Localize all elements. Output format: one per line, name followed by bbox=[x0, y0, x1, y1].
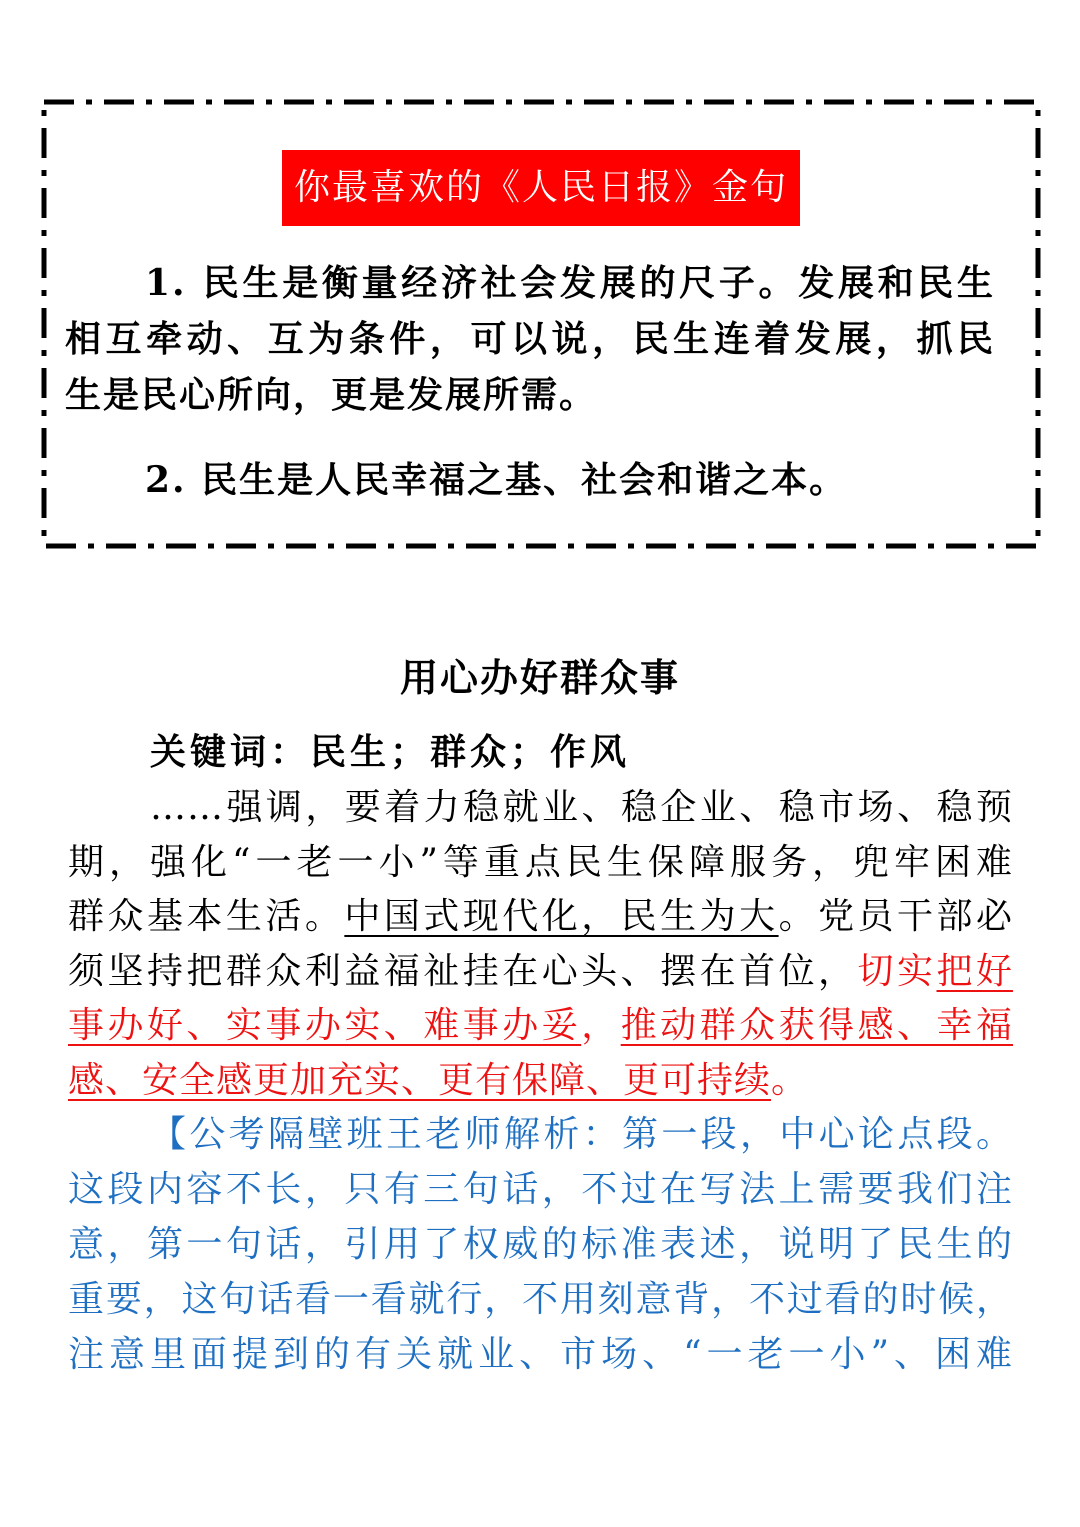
article-title: 用心办好群众事 bbox=[399, 655, 680, 700]
analysis-line: 这段内容不长，只有三句话，不过在写法上需要我们注 bbox=[68, 1169, 1013, 1210]
body-line bbox=[68, 890, 1013, 945]
analysis-line: 【公考隔壁班王老师解析：第一段，中心论点段。 bbox=[150, 1114, 1013, 1155]
quote-1-line: 相互牵动、互为条件，可以说，民生连着发展，抓民 bbox=[65, 318, 995, 360]
highlight-red-underlined: 推动群众获得感、幸福 bbox=[620, 1005, 1013, 1046]
body-line bbox=[68, 1054, 1013, 1109]
article-keywords: 关键词：民生；群众；作风 bbox=[150, 731, 631, 773]
highlight-red-underlined: 把好 bbox=[936, 950, 1013, 992]
analysis-line: 重要，这句话看一看就行，不用刻意背，不过看的时候， bbox=[68, 1279, 1013, 1320]
body-text-run: ……强调，要着力稳就业、稳企业、稳市场、稳预 bbox=[150, 787, 1013, 828]
highlight-red-underlined: 感、安全感更加充实、更有保障、更可持续 bbox=[68, 1059, 772, 1101]
analysis-line: 注意里面提到的有关就业、市场、“一老一小”、困难 bbox=[68, 1334, 1013, 1375]
quote-1-line: 1. 民生是衡量经济社会发展的尺子。发展和民生 bbox=[145, 262, 995, 304]
body-text-run: 须坚持把群众利益福祉挂在心头、摆在首位， bbox=[68, 950, 858, 992]
quote-1 bbox=[65, 255, 995, 423]
underlined-phrase: 中国式现代化，民生为大 bbox=[344, 896, 779, 937]
body-text-run: 。党员干部必 bbox=[778, 896, 1013, 937]
body-line bbox=[68, 945, 1013, 1000]
article-body bbox=[68, 781, 1013, 1108]
body-text-run: 群众基本生活。 bbox=[68, 896, 345, 937]
highlight-red-underlined: 事办好、实事办实、难事办妥 bbox=[68, 1005, 582, 1046]
body-line bbox=[68, 781, 1013, 836]
highlight-red-text: ， bbox=[581, 1005, 621, 1046]
body-text-run: 期，强化“一老一小”等重点民生保障服务，兜牢困难 bbox=[68, 841, 1013, 883]
quote-2-line: 2. 民生是人民幸福之基、社会和谐之本。 bbox=[145, 459, 848, 501]
analysis-line: 意，第一句话，引用了权威的标准表述，说明了民生的 bbox=[68, 1224, 1013, 1265]
quote-2 bbox=[65, 452, 995, 508]
highlight-red-text: 切实 bbox=[857, 950, 937, 992]
teacher-analysis bbox=[68, 1107, 1013, 1382]
highlight-red-text: 。 bbox=[771, 1059, 809, 1101]
banner-title: 你最喜欢的《人民日报》金句 bbox=[282, 150, 800, 226]
quote-1-line: 生是民心所向，更是发展所需。 bbox=[65, 374, 598, 416]
body-line bbox=[68, 836, 1013, 891]
body-line bbox=[68, 999, 1013, 1054]
